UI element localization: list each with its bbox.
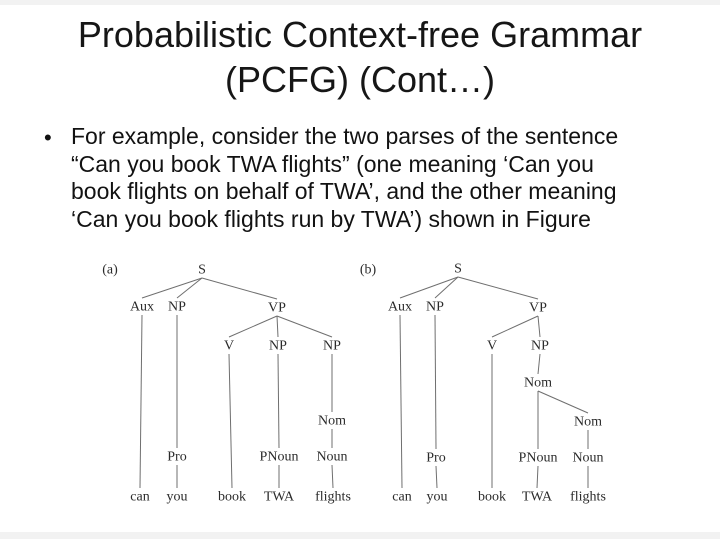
tree-a-label: (a) bbox=[102, 262, 118, 278]
tree-b-edge-Nom1-Nom2 bbox=[538, 391, 588, 413]
tree-a-node-V: V bbox=[223, 338, 235, 354]
tree-b-edge-Aux-can bbox=[400, 315, 402, 488]
tree-b-node-flights: flights bbox=[570, 489, 606, 505]
tree-a-edge-VP-NP3 bbox=[277, 316, 332, 337]
tree-a-edge-V-book bbox=[229, 354, 232, 488]
parse-tree-b bbox=[360, 262, 606, 505]
bullet-text-line1: For example, consider the two parses of the sentence bbox=[71, 123, 619, 149]
tree-a-node-NP1: NP bbox=[168, 299, 186, 315]
tree-b-node-book: book bbox=[478, 489, 506, 505]
tree-a-edge-Aux-can bbox=[140, 315, 142, 488]
parse-tree-a bbox=[102, 263, 351, 505]
tree-b-edge-Pro-you bbox=[436, 466, 437, 488]
tree-a-edge-NP2-PNoun bbox=[278, 354, 279, 448]
tree-a-edge-Noun-flights bbox=[332, 465, 333, 488]
slide-title-line1: Probabilistic Context-free Grammar bbox=[77, 14, 643, 55]
tree-b-node-Pro: Pro bbox=[426, 450, 446, 466]
tree-a-node-Nom: Nom bbox=[318, 413, 346, 429]
tree-b-edge-S-VP bbox=[458, 277, 538, 299]
slide-title-line2: (PCFG) (Cont…) bbox=[225, 59, 495, 100]
tree-b-edge-PNoun-TWA bbox=[537, 466, 538, 488]
tree-a-edge-S-NP1 bbox=[177, 278, 202, 298]
tree-a-node-TWA: TWA bbox=[263, 489, 295, 505]
tree-b-node-TWA: TWA bbox=[521, 489, 553, 505]
tree-a-node-NP2: NP bbox=[269, 338, 287, 354]
tree-a-node-book: book bbox=[218, 489, 246, 505]
tree-a-node-Aux: Aux bbox=[129, 299, 155, 315]
tree-a-edge-VP-V bbox=[229, 316, 277, 337]
tree-b-edge-S-Aux bbox=[400, 277, 458, 298]
tree-a-node-NP3: NP bbox=[323, 338, 341, 354]
tree-a-edge-VP-NP2 bbox=[277, 316, 278, 337]
tree-a-node-PNoun: PNoun bbox=[259, 449, 299, 465]
tree-b-edge-VP-V bbox=[492, 316, 538, 337]
tree-a-edge-S-VP bbox=[202, 278, 277, 299]
tree-b-node-PNoun: PNoun bbox=[518, 450, 558, 466]
tree-a-node-Pro: Pro bbox=[167, 449, 187, 465]
tree-b-node-you: you bbox=[426, 489, 448, 505]
bullet-text-line4: ‘Can you book flights run by TWA’) shown in Figure bbox=[71, 205, 591, 232]
tree-a-node-Noun: Noun bbox=[316, 449, 348, 465]
tree-b-node-V: V bbox=[486, 338, 498, 354]
tree-b-node-VP: VP bbox=[529, 300, 547, 316]
bullet-marker: • bbox=[44, 125, 52, 150]
tree-b-node-Noun: Noun bbox=[572, 450, 604, 466]
tree-b-node-NP2: NP bbox=[531, 338, 549, 354]
tree-b-edge-VP-NP2 bbox=[538, 316, 540, 337]
tree-b-edge-NP2-Nom1 bbox=[538, 354, 540, 374]
tree-b-edge-S-NP1 bbox=[435, 277, 458, 298]
tree-a-node-can: can bbox=[130, 489, 150, 505]
tree-b-node-can: can bbox=[392, 489, 412, 505]
tree-b-node-Aux: Aux bbox=[387, 299, 413, 315]
tree-a-node-you: you bbox=[166, 489, 188, 505]
bullet-text-line3: book flights on behalf of TWA’, and the other meaning bbox=[71, 178, 617, 204]
tree-b-node-S: S bbox=[454, 261, 462, 277]
bullet-text-line2: “Can you book TWA flights” (one meaning ‘Can you bbox=[71, 150, 594, 177]
tree-a-node-flights: flights bbox=[315, 489, 351, 505]
bottom-edge-shade bbox=[0, 532, 720, 539]
tree-b-node-Nom2: Nom bbox=[574, 414, 602, 430]
tree-b-edge-NP1-Pro bbox=[435, 315, 436, 449]
tree-b-node-Nom1: Nom bbox=[524, 375, 552, 391]
tree-a-edge-S-Aux bbox=[142, 278, 202, 298]
tree-b-node-NP1: NP bbox=[426, 299, 444, 315]
tree-b-label: (b) bbox=[359, 262, 377, 278]
tree-a-node-S: S bbox=[198, 262, 206, 278]
tree-a-node-VP: VP bbox=[268, 300, 286, 316]
